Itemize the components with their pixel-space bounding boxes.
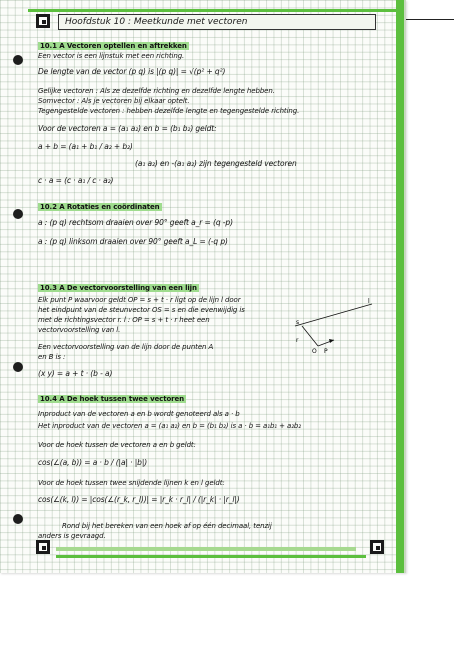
formula-cos-vectors: cos(∠(a, b)) = a · b / (|a| · |b|) [38, 458, 148, 467]
label-l: l [368, 298, 370, 305]
green-border-bottom [56, 555, 366, 558]
text-line: a : (p q) linksom draaien over 90° geeft a_L = (-q p) [38, 237, 228, 246]
formula-scalar: c · a = (c · a₁ / c · a₂) [38, 176, 114, 185]
label-o: O [312, 348, 317, 355]
corner-marker-top-left [36, 14, 50, 28]
section-heading-10-3: 10.3 A De vectorvoorstelling van een lijn [40, 284, 197, 292]
label-p: P [324, 348, 328, 355]
text-line: vectorvoorstelling van l. [38, 326, 121, 334]
text-line: Gelijke vectoren : Als ze dezelfde richting en dezelfde lengte hebben. [38, 87, 275, 95]
text-line: Voor de vectoren a = (a₁ a₂) en b = (b₁ b₂) geldt: [38, 124, 217, 133]
line-figure [290, 296, 380, 356]
text-line: Tegengestelde vectoren : hebben dezelfde lengte en tegengestelde richting. [38, 107, 300, 115]
text-line: en B is : [38, 353, 66, 361]
text-line: Rond bij het bereken van een hoek af op één decimaal, tenzij [62, 522, 272, 530]
binder-hole [13, 514, 23, 524]
top-right-rule [404, 19, 454, 20]
text-line: De lengte van de vector (p q) is |(p q)| = √(p² + q²) [38, 67, 226, 76]
text-line: Een vectorvoorstelling van de lijn door de punten A [38, 343, 214, 351]
green-highlight-strip [56, 547, 356, 551]
text-line: Een vector is een lijnstuk met een richting. [38, 52, 185, 60]
text-line: Elk punt P waarvoor geldt OP = s + t · r ligt op de lijn l door [38, 296, 241, 304]
text-line: Inproduct van de vectoren a en b wordt genoteerd als a · b [38, 410, 240, 418]
green-border-top [28, 9, 404, 12]
formula-opposite: (a₁ a₂) en -(a₁ a₂) zijn tegengesteld vectoren [135, 159, 297, 168]
formula-line-vector: (x y) = a + t · (b - a) [38, 369, 113, 378]
section-heading-10-4: 10.4 A De hoek tussen twee vectoren [40, 395, 185, 403]
section-heading-10-2: 10.2 A Rotaties en coördinaten [40, 203, 160, 211]
binder-hole [13, 55, 23, 65]
text-line: het eindpunt van de steunvector OS = s en die evenwijdig is [38, 306, 245, 314]
label-r: r [296, 337, 299, 344]
corner-marker-bottom-right [370, 540, 384, 554]
text-line: Het inproduct van de vectoren a = (a₁ a₂) en b = (b₁ b₂) is a · b = a₁b₁ + a₂b₂ [38, 422, 301, 430]
corner-marker-bottom-left [36, 540, 50, 554]
formula-sum: a + b = (a₁ + b₁ / a₂ + b₂) [38, 142, 133, 151]
label-s: s [296, 319, 300, 326]
line-l [295, 304, 372, 326]
text-line: a : (p q) rechtsom draaien over 90° geeft a_r = (q -p) [38, 218, 233, 227]
binder-hole [13, 209, 23, 219]
formula-cos-lines: cos(∠(k, l)) = |cos(∠(r_k, r_l))| = |r_k · r_l| / (|r_k| · |r_l|) [38, 495, 240, 504]
arrow-head [329, 339, 334, 343]
text-line: Voor de hoek tussen twee snijdende lijnen k en l geldt: [38, 479, 225, 487]
page-title: Hoofdstuk 10 : Meetkunde met vectoren [58, 14, 376, 30]
green-border-right [396, 0, 404, 573]
text-line: anders is gevraagd. [38, 532, 106, 540]
support-vector [302, 326, 318, 346]
text-line: Somvector : Als je vectoren bij elkaar optelt. [38, 97, 190, 105]
binder-hole [13, 362, 23, 372]
text-line: Voor de hoek tussen de vectoren a en b geldt: [38, 441, 196, 449]
section-heading-10-1: 10.1 A Vectoren optellen en aftrekken [40, 42, 187, 50]
text-line: met de richtingsvector r. l : OP = s + t · r heet een [38, 316, 210, 324]
